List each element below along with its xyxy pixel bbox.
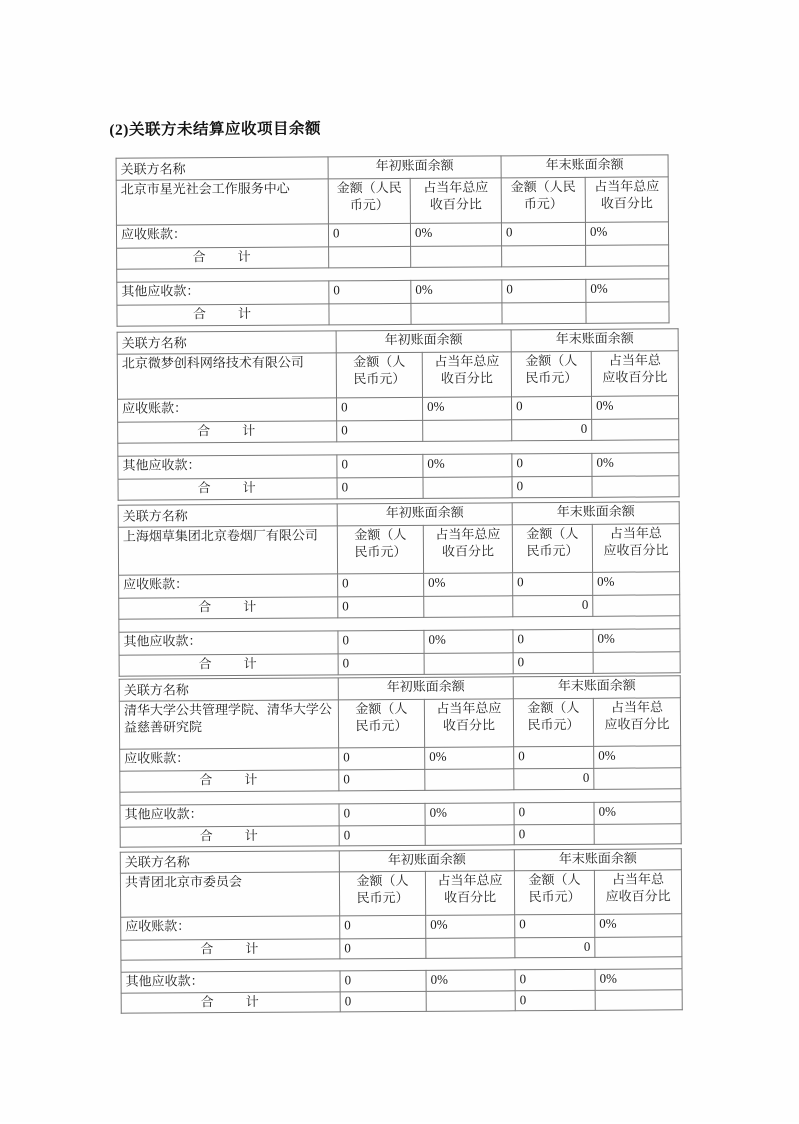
value-cell: 0 [339, 747, 425, 770]
accounts-receivable-label: 应收账款： [119, 574, 338, 598]
year-start-balance-header: 年初账面余额 [339, 850, 514, 872]
value-cell [426, 991, 515, 1011]
value-cell: 0% [594, 802, 681, 825]
percent-header: 占当年总 应收百分比 [594, 870, 681, 915]
related-party-table-4 [119, 675, 682, 847]
percent-header: 占当年总应 收百分比 [422, 352, 511, 398]
value-cell: 0 [338, 653, 424, 675]
amount-header: 金额（人 民币元） [513, 698, 593, 746]
related-party-table-2 [117, 328, 680, 500]
amount-header: 金额（人 民币元） [336, 352, 422, 398]
value-cell [595, 990, 682, 1010]
percent-header: 占当年总应 收百分比 [585, 177, 668, 223]
value-cell: 0 [501, 222, 585, 246]
value-cell: 0 [337, 477, 423, 499]
value-cell: 0% [425, 747, 514, 770]
company-name: 北京微梦创科网络技术有限公司 [117, 353, 336, 399]
related-party-table-3 [118, 501, 681, 676]
value-cell: 0 [338, 596, 424, 618]
value-cell: 0% [426, 915, 515, 939]
year-end-balance-header: 年末账面余额 [513, 676, 680, 699]
percent-header: 占当年总应 收百分比 [410, 178, 501, 224]
company-name: 清华大学公共管理学院、清华大学公益慈善研究院 [119, 700, 338, 749]
percent-header: 占当年总应 收百分比 [424, 699, 513, 748]
value-cell: 0% [585, 222, 668, 246]
accounts-receivable-label: 应收账款： [121, 916, 340, 940]
year-start-balance-header: 年初账面余额 [328, 156, 501, 179]
value-cell: 0 [340, 915, 426, 939]
percent-header: 占当年总应 收百分比 [423, 525, 512, 574]
value-cell: 0 [512, 419, 592, 440]
total-label: 合 计 [121, 939, 340, 960]
value-cell: 0% [426, 970, 515, 992]
amount-header: 金额（人民 币元） [328, 178, 410, 224]
value-cell: 0 [512, 453, 592, 476]
value-cell: 0% [423, 397, 512, 421]
amount-header: 金额（人 民币元） [511, 351, 591, 396]
year-end-balance-header: 年末账面余额 [501, 155, 668, 178]
value-cell [424, 653, 513, 675]
value-cell: 0 [340, 938, 426, 959]
other-receivables-label: 其他应收款： [117, 281, 329, 305]
year-start-balance-header: 年初账面余额 [337, 503, 512, 526]
value-cell: 0% [595, 914, 682, 938]
company-name: 上海烟草集团北京卷烟厂有限公司 [118, 526, 337, 575]
amount-header: 金额（人 民币元） [514, 870, 594, 914]
value-cell: 0% [593, 572, 680, 596]
year-end-balance-header: 年末账面余额 [512, 502, 679, 525]
value-cell: 0 [513, 595, 593, 616]
other-receivables-label: 其他应收款： [120, 804, 339, 827]
value-cell [329, 246, 411, 268]
value-cell: 0 [340, 970, 426, 992]
value-cell: 0% [595, 969, 682, 991]
value-cell: 0% [411, 280, 502, 304]
other-receivables-label: 其他应收款： [119, 631, 338, 655]
total-label: 合 计 [118, 421, 337, 443]
other-receivables-label: 其他应收款： [118, 455, 337, 479]
value-cell: 0 [513, 572, 593, 595]
value-cell: 0% [593, 629, 680, 653]
value-cell: 0% [424, 573, 513, 597]
value-cell: 0 [339, 803, 425, 826]
value-cell [423, 477, 512, 499]
percent-header: 占当年总 应收百分比 [593, 698, 680, 747]
value-cell [425, 769, 514, 791]
value-cell [586, 245, 669, 267]
value-cell [594, 824, 681, 845]
amount-header: 金额（人 民币元） [337, 525, 423, 574]
amount-header: 金额（人民 币元） [501, 177, 585, 223]
value-cell [411, 303, 502, 325]
value-cell: 0 [340, 991, 426, 1011]
value-cell: 0 [512, 396, 592, 419]
other-receivables-label: 其他应收款： [121, 971, 340, 993]
value-cell [586, 302, 669, 324]
total-label: 合 计 [117, 304, 329, 326]
total-label: 合 计 [118, 478, 337, 500]
value-cell [411, 246, 502, 268]
value-cell: 0 [339, 825, 425, 846]
value-cell: 0% [423, 454, 512, 478]
value-cell [502, 302, 586, 324]
amount-header: 金额（人 民币元） [339, 871, 425, 916]
accounts-receivable-label: 应收账款： [116, 224, 328, 248]
value-cell [425, 825, 514, 846]
related-party-name-label: 关联方名称 [116, 157, 328, 180]
amount-header: 金额（人 民币元） [338, 699, 424, 748]
accounts-receivable-label: 应收账款： [118, 398, 337, 422]
percent-header: 占当年总应 收百分比 [425, 871, 514, 916]
value-cell: 0% [425, 803, 514, 826]
value-cell [329, 303, 411, 325]
value-cell [593, 652, 680, 674]
value-cell: 0 [515, 914, 595, 937]
value-cell: 0 [337, 397, 423, 421]
related-party-name-label: 关联方名称 [117, 331, 336, 354]
value-cell: 0 [502, 279, 586, 303]
value-cell: 0% [424, 630, 513, 654]
value-cell: 0 [338, 630, 424, 654]
value-cell: 0 [513, 629, 593, 652]
value-cell: 0 [515, 969, 595, 990]
total-label: 合 计 [120, 770, 339, 792]
related-party-name-label: 关联方名称 [119, 678, 338, 701]
value-cell: 0 [512, 476, 592, 497]
value-cell: 0 [514, 824, 594, 844]
value-cell: 0% [594, 746, 681, 769]
value-cell: 0% [410, 223, 501, 247]
related-party-name-label: 关联方名称 [120, 851, 339, 873]
value-cell: 0 [337, 420, 423, 442]
value-cell [593, 595, 680, 617]
value-cell: 0 [514, 768, 594, 789]
section-title: (2)关联方未结算应收项目余额 [109, 120, 321, 139]
accounts-receivable-label: 应收账款： [120, 748, 339, 771]
value-cell: 0 [328, 223, 410, 247]
value-cell: 0 [338, 573, 424, 597]
total-label: 合 计 [119, 597, 338, 619]
total-label: 合 计 [121, 992, 340, 1013]
year-start-balance-header: 年初账面余额 [336, 330, 511, 353]
percent-header: 占当年总 应收百分比 [591, 351, 678, 397]
total-label: 合 计 [119, 654, 338, 676]
company-name: 北京市星光社会工作服务中心 [116, 179, 328, 225]
company-name: 共青团北京市委员会 [120, 872, 339, 917]
value-cell: 0 [515, 990, 595, 1010]
year-end-balance-header: 年末账面余额 [514, 849, 681, 871]
value-cell [592, 476, 679, 498]
value-cell: 0 [329, 280, 411, 304]
value-cell: 0 [337, 454, 423, 478]
value-cell: 0% [586, 279, 669, 303]
value-cell [423, 420, 512, 442]
percent-header: 占当年总 应收百分比 [592, 524, 679, 573]
total-label: 合 计 [120, 826, 339, 847]
value-cell: 0 [514, 802, 594, 824]
value-cell: 0% [592, 396, 679, 420]
value-cell [502, 245, 586, 267]
value-cell: 0% [592, 453, 679, 477]
value-cell [424, 596, 513, 618]
value-cell: 0 [514, 746, 594, 768]
related-party-table-1 [116, 154, 670, 326]
value-cell [592, 419, 679, 441]
year-start-balance-header: 年初账面余额 [338, 677, 513, 700]
related-party-name-label: 关联方名称 [118, 504, 337, 527]
year-end-balance-header: 年末账面余额 [511, 329, 678, 352]
value-cell: 0 [515, 937, 595, 957]
value-cell: 0 [513, 652, 593, 673]
total-label: 合 计 [117, 247, 329, 269]
value-cell: 0 [339, 769, 425, 791]
value-cell [595, 937, 682, 958]
value-cell [594, 768, 681, 790]
amount-header: 金额（人 民币元） [512, 524, 592, 572]
related-party-table-5 [120, 848, 683, 1013]
value-cell [426, 938, 515, 959]
